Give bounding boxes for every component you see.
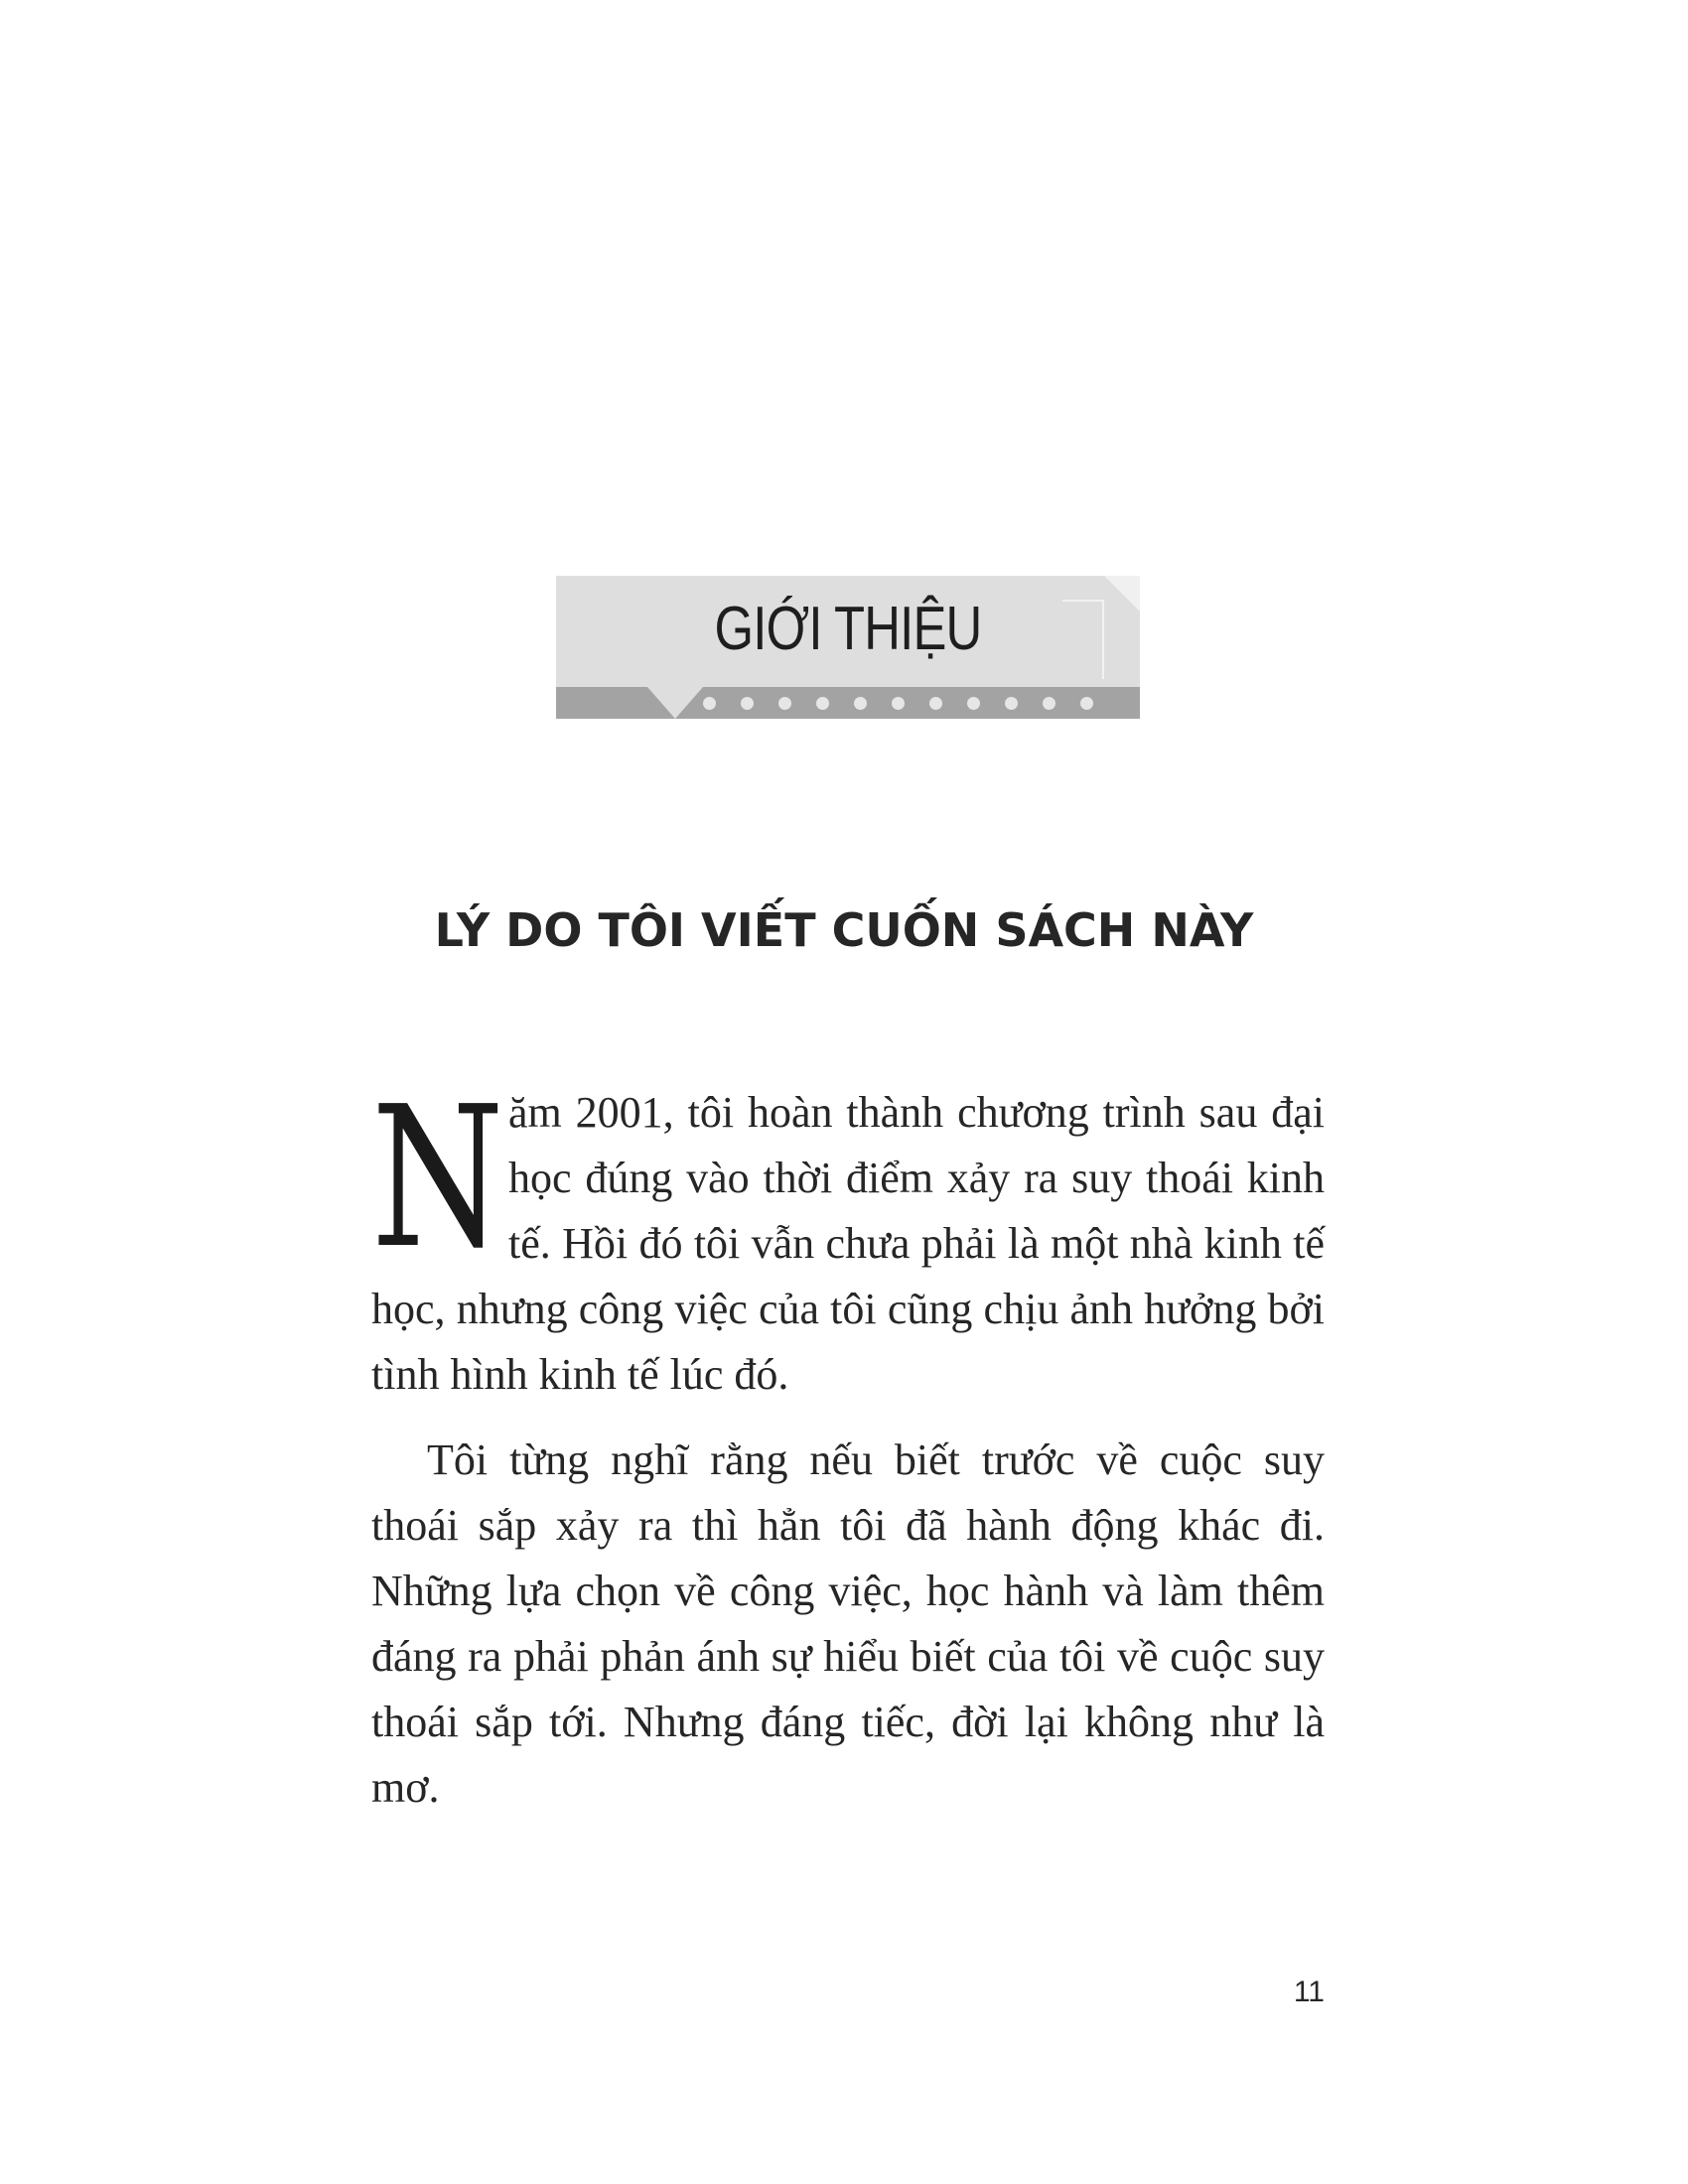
banner-dot bbox=[703, 697, 716, 710]
body-text bbox=[371, 1065, 1325, 1821]
banner-dot bbox=[816, 697, 829, 710]
chapter-banner bbox=[556, 576, 1140, 719]
banner-dot bbox=[892, 697, 905, 710]
paragraph-1 bbox=[371, 1065, 1325, 1408]
section-heading: LÝ DO TÔI VIẾT CUỐN SÁCH NÀY bbox=[434, 903, 1254, 957]
banner-dot bbox=[1005, 697, 1018, 710]
drop-cap: N bbox=[371, 1065, 504, 1292]
chapter-title: GIỚI THIỆU bbox=[714, 595, 982, 663]
banner-dots bbox=[703, 687, 1093, 719]
banner-dot bbox=[1043, 697, 1055, 710]
paragraph-1-text: ăm 2001, tôi hoàn thành chương trình sau đại học đúng vào thời điểm xảy ra suy thoái kinh tế. Hồi đó tôi vẫn chưa phải là một nhà kinh tế học, nhưng công việc của tôi cũng chịu ảnh hưởng bởi tình hình kinh tế lúc đó. bbox=[371, 1088, 1325, 1399]
paragraph-2: Tôi từng nghĩ rằng nếu biết trước về cuộc suy thoái sắp xảy ra thì hẳn tôi đã hành động khác đi. Những lựa chọn về công việc, học hành và làm thêm đáng ra phải phản ánh sự hiểu biết của tôi về cuộc suy thoái sắp tới. Nhưng đáng tiếc, đời lại không như là mơ. bbox=[371, 1435, 1325, 1812]
banner-corner-fold bbox=[1104, 576, 1140, 612]
page-number: 11 bbox=[1293, 1976, 1325, 2008]
banner-dot bbox=[741, 697, 754, 710]
banner-dot bbox=[1080, 697, 1093, 710]
banner-dot bbox=[778, 697, 791, 710]
banner-notch bbox=[647, 687, 703, 719]
banner-dot bbox=[929, 697, 942, 710]
banner-dot bbox=[854, 697, 867, 710]
banner-dot bbox=[967, 697, 980, 710]
